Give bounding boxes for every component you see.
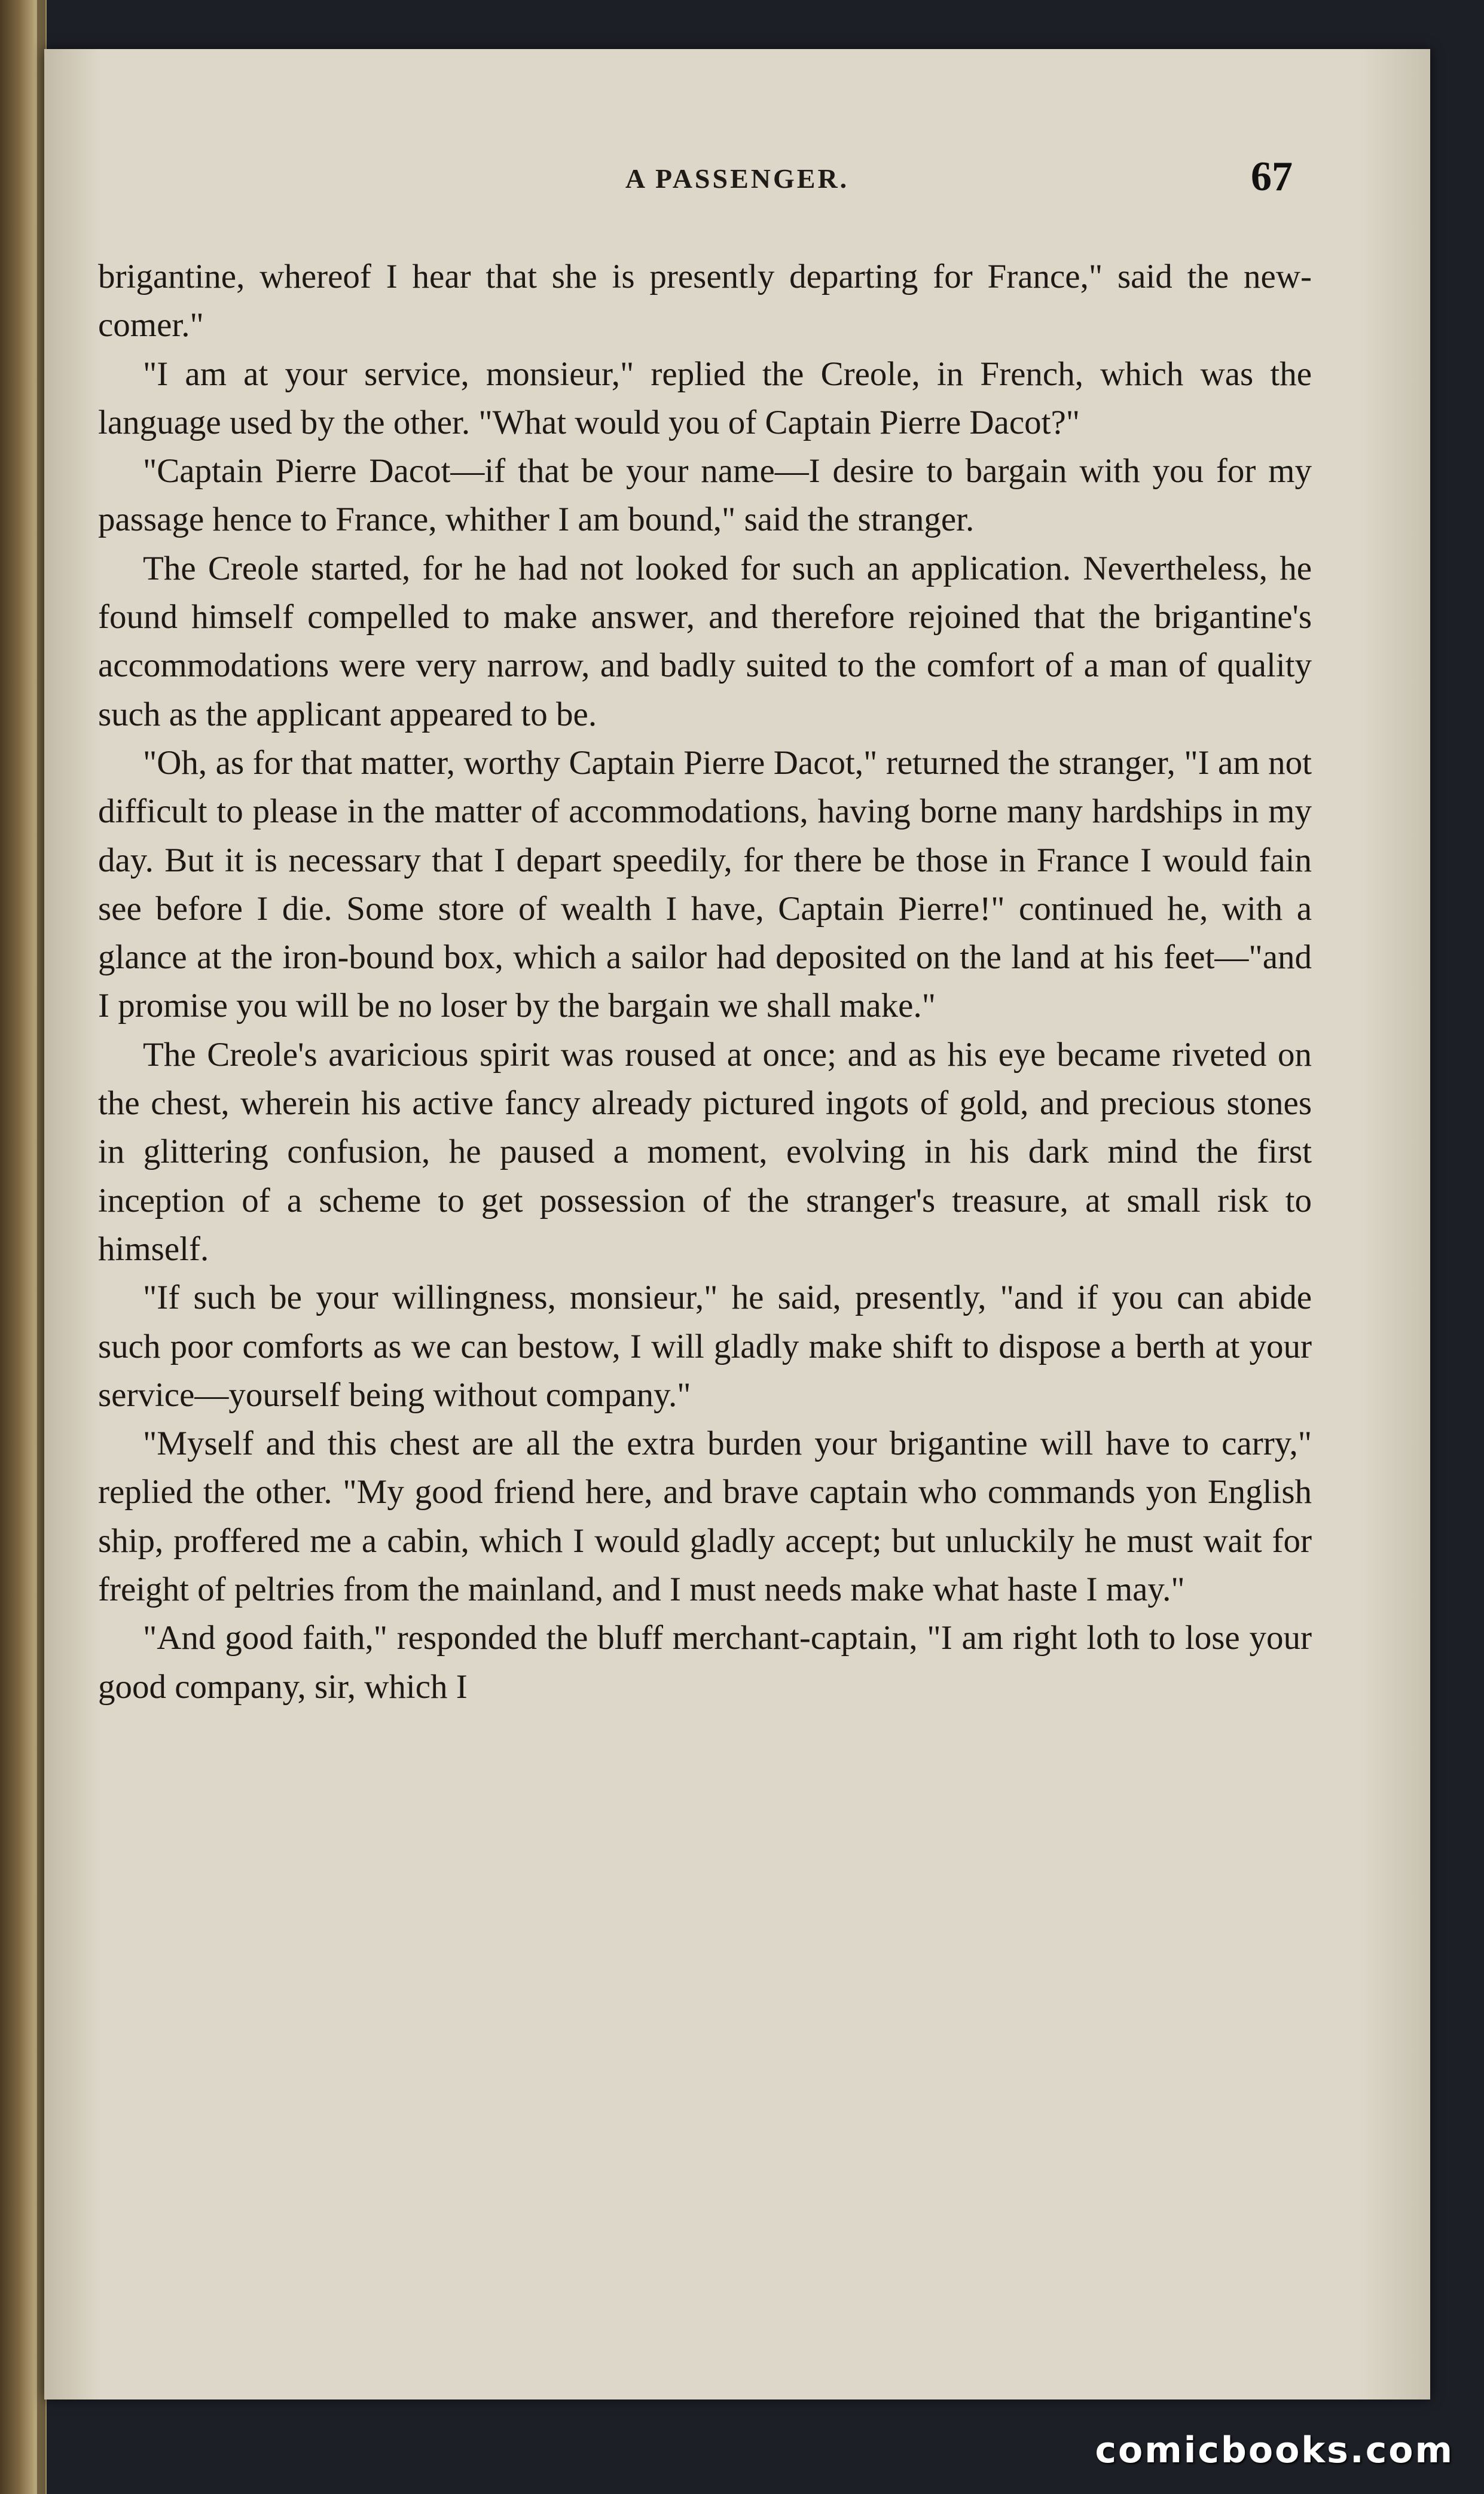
paragraph: "I am at your service, monsieur," replied the Creole, in French, which was the language used by the other. "What would you of Captain Pierre Dacot?" xyxy=(98,355,1312,441)
paragraph: "Oh, as for that matter, worthy Captain Pierre Dacot," returned the stranger, "I am not difficult to please in the matter of accommodations, having borne many hardships in my day. But it is necessary that I depart speedily, for there be those in France I would fain see before I die. Some store of wealth I have, Captain Pierre!" continued he, with a glance at the iron-bound box, which a sailor had deposited on the land at his feet—"and I promise you will be no loser by the bargain we shall make." xyxy=(98,743,1312,1025)
paragraph-continued: brigantine, whereof I hear that she is presently departing for France," said the new-comer." xyxy=(98,258,1312,344)
book-page xyxy=(44,49,1430,2400)
paragraph: "Captain Pierre Dacot—if that be your name—I desire to bargain with you for my passage hence to France, whither I am bound," said the stranger. xyxy=(98,452,1312,539)
paragraph: "And good faith," responded the bluff merchant-captain, "I am right loth to lose your good company, sir, which I xyxy=(98,1619,1312,1706)
paragraph: The Creole started, for he had not looked for such an application. Nevertheless, he found himself compelled to make answer, and therefore rejoined that the brigantine's accommodations were very narrow, and badly suited to the comfort of a man of quality such as the applicant appeared to be. xyxy=(98,549,1312,733)
paragraph: "If such be your willingness, monsieur," he said, presently, "and if you can abide such poor comforts as we can bestow, I will gladly make shift to dispose a berth at your service—yourself being without company." xyxy=(98,1279,1312,1414)
paragraph: The Creole's avaricious spirit was roused at once; and as his eye became riveted on the chest, wherein his active fancy already pictured ingots of gold, and precious stones in glittering confusion, he paused a moment, evolving in his dark mind the first inception of a scheme to get possession of the stranger's treasure, at small risk to himself. xyxy=(98,1035,1312,1268)
watermark: comicbooks.com xyxy=(1095,2429,1454,2471)
paragraph: "Myself and this chest are all the extra burden your brigantine will have to carry," replied the other. "My good friend here, and brave captain who commands yon English ship, proffered me a cabin, which I would gladly accept; but unluckily he must wait for freight of peltries from the mainland, and I must needs make what haste I may." xyxy=(98,1425,1312,1609)
page-header xyxy=(44,154,1430,217)
body-text xyxy=(98,252,1312,1711)
page-number: 67 xyxy=(1251,154,1293,200)
running-head: A PASSENGER. xyxy=(625,163,850,194)
